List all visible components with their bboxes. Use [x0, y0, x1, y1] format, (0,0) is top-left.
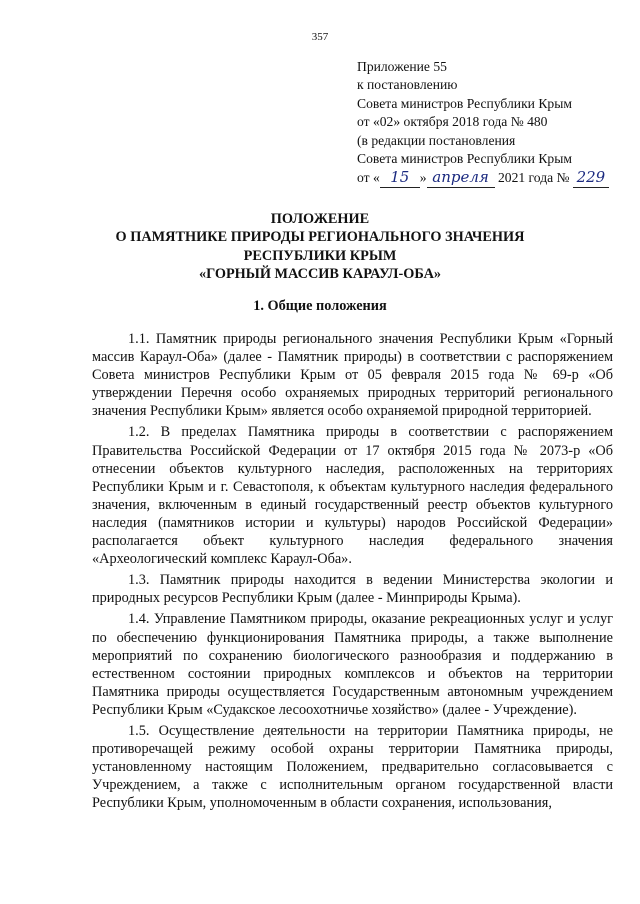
paragraph: 1.5. Осуществление деятельности на территории Памятника природы, не противоречащей режиму особой охраны территории Памятника природы, установленному настоящим Положением, предварительно согласовывается с Учреждением, а также с исполнительным органом государственной власти Республики Крым, уполномоченным в области сохранения, использования,	[92, 722, 613, 812]
amendment-prefix: от «	[357, 170, 380, 186]
title-line: РЕСПУБЛИКИ КРЫМ	[243, 247, 397, 264]
handwritten-month: апреля	[427, 168, 495, 187]
amendment-year: 2021 года №	[497, 170, 570, 186]
handwritten-day: 15	[380, 168, 420, 187]
annex-line: (в редакции постановления	[357, 132, 516, 148]
handwritten-number: 229	[573, 168, 609, 187]
title-line: «ГОРНЫЙ МАССИВ КАРАУЛ-ОБА»	[198, 265, 442, 282]
document-title	[0, 210, 640, 283]
title-line: О ПАМЯТНИКЕ ПРИРОДЫ РЕГИОНАЛЬНОГО ЗНАЧЕНИЯ	[115, 229, 525, 246]
paragraph: 1.2. В пределах Памятника природы в соответствии с распоряжением Правительства Российской Федерации от 17 октября 2015 года № 2073-р «Об отнесении объектов культурного наследия, расположенных на территориях Республики Крым и г. Севастополя, к объектам культурного наследия федерального значения, включенным в единый государственный реестр объектов культурного наследия (памятников истории и культуры) народов Российской Федерации» располагается объект культурного наследия федерального значения «Археологический комплекс Караул-Оба».	[92, 424, 613, 568]
paragraph: 1.4. Управление Памятником природы, оказание рекреационных услуг и услуг по обеспечению функционирования Памятника природы, а также выполнение мероприятий по сохранению биологического разнообразия и поддержанию в естественном состоянии природных комплексов и объектов на территории Памятника природы осуществляется Государственным автономным учреждением Республики Крым «Судакское лесоохотничье хозяйство» (далее - Учреждение).	[92, 611, 613, 718]
section-heading: 1. Общие положения	[253, 298, 387, 314]
paragraph: 1.3. Памятник природы находится в ведении Министерства экологии и природных ресурсов Республики Крым (далее - Минприроды Крыма).	[92, 572, 613, 607]
body-text	[92, 330, 613, 815]
amendment-date-line	[357, 168, 637, 187]
title-line: ПОЛОЖЕНИЕ	[270, 211, 370, 227]
annex-line: Совета министров Республики Крым	[357, 151, 572, 167]
page-number: 357	[311, 31, 329, 43]
annex-line: от «02» октября 2018 года № 480	[357, 114, 548, 130]
annex-line: к постановлению	[357, 77, 458, 93]
amendment-quote: »	[419, 170, 427, 186]
paragraph: 1.1. Памятник природы регионального значения Республики Крым «Горный массив Караул-Оба» (далее - Памятник природы) в соответствии с распоряжением Совета министров Республики Крым от 05 февраля 2015 года № 69-р «Об утверждении Перечня особо охраняемых природных территорий регионального значения Республики Крым» является особо охраняемой природной территорией.	[92, 331, 613, 420]
annex-line: Приложение 55	[357, 59, 447, 74]
annex-line: Совета министров Республики Крым	[357, 95, 572, 111]
annex-block	[357, 58, 637, 188]
